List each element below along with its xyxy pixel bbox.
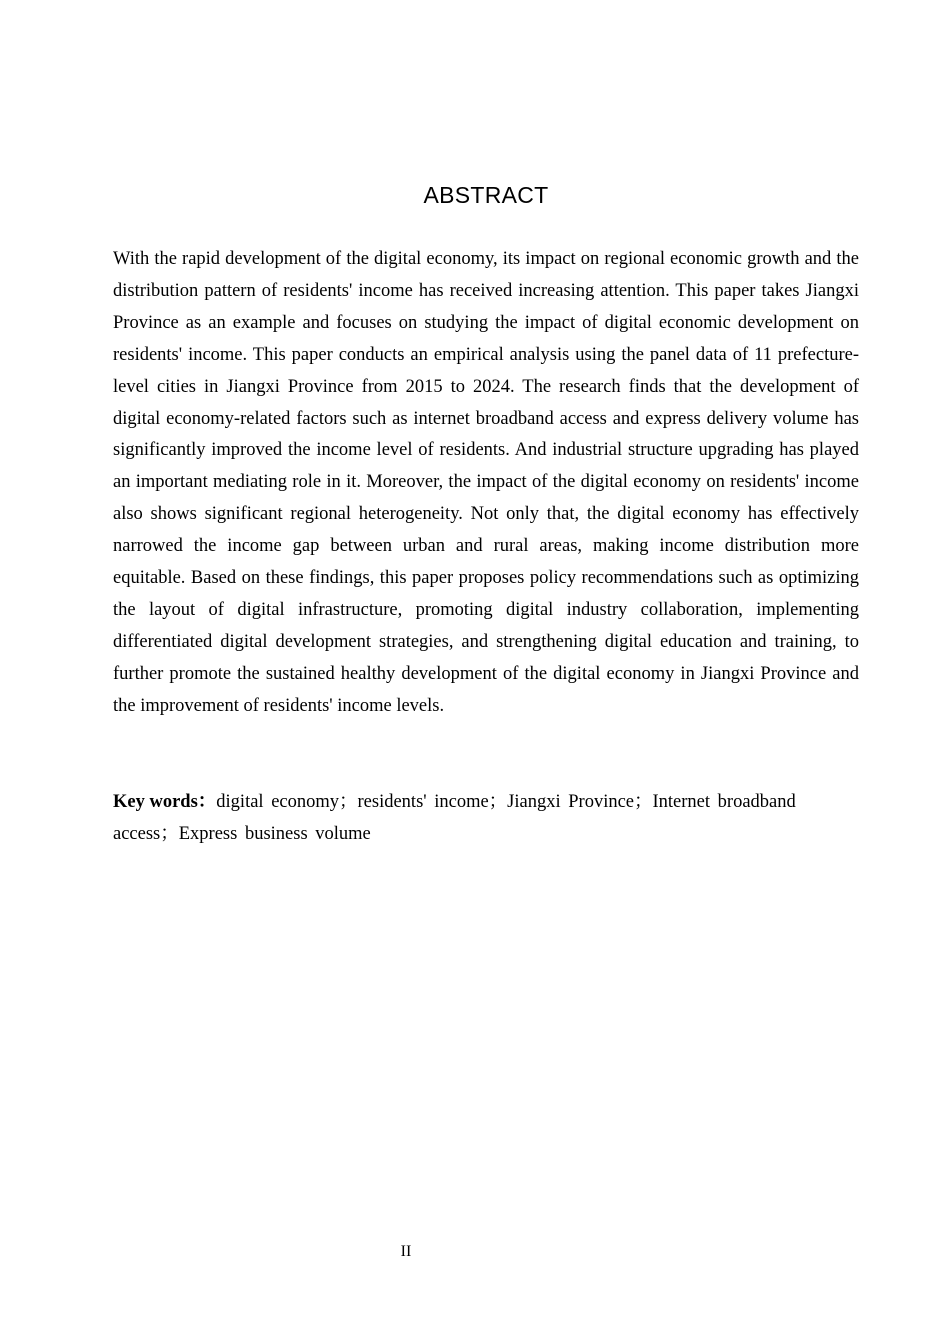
abstract-body: With the rapid development of the digital economy, its impact on regional economic growth and the distribution pattern of residents' income has received increasing attention. This paper takes Jiangxi Province as an example and focuses on studying the impact of digital economic development on residents' income. This paper conducts an empirical analysis using the panel data of 11 prefecture-level cities in Jiangxi Province from 2015 to 2024. The research finds that the development of digital economy-related factors such as internet broadband access and express delivery volume has significantly improved the income level of residents. And industrial structure upgrading has played an important mediating role in it. Moreover, the impact of the digital economy on residents' income also shows significant regional heterogeneity. Not only that, the digital economy has effectively narrowed the income gap between urban and rural areas, making income distribution more equitable. Based on these findings, this paper proposes policy recommendations such as optimizing the layout of digital infrastructure, promoting digital industry collaboration, implementing differentiated digital development strategies, and strengthening digital education and training, to further promote the sustained healthy development of the digital economy in Jiangxi Province and the improvement of residents' income levels. — [113, 249, 859, 716]
keywords-text: digital economy；residents' income；Jiangxi Province；Internet broadband access；Express business volume — [113, 792, 796, 844]
keywords-paragraph — [113, 787, 843, 851]
page-number: II — [400, 1243, 412, 1260]
abstract-title: ABSTRACT — [423, 182, 549, 208]
keywords-label: Key words： — [113, 792, 217, 812]
